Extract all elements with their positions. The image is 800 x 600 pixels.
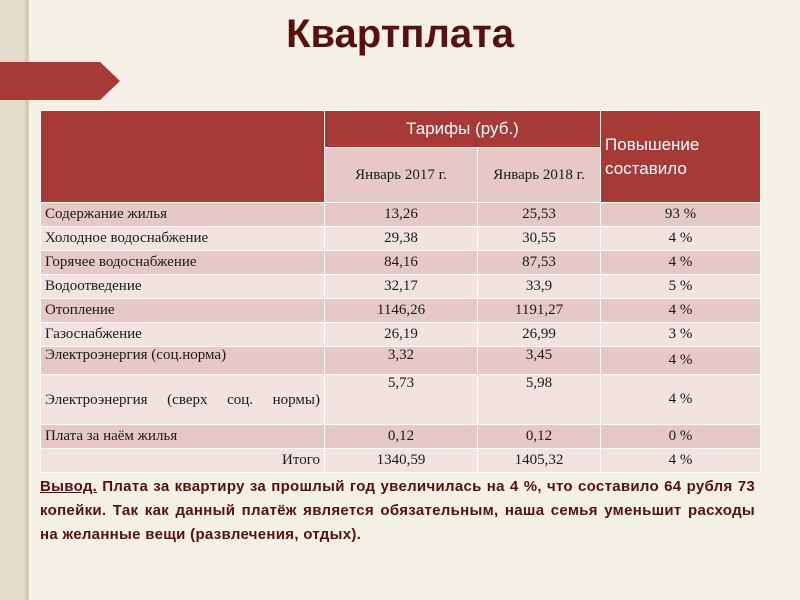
row-name: Содержание жилья [41,203,325,227]
row-2018: 33,9 [478,275,601,299]
row-2017: 0,12 [325,425,478,449]
decor-arrow-band [0,62,100,100]
row-2017: 5,73 [325,375,478,425]
row-2018: 25,53 [478,203,601,227]
header-blank-cell [41,111,325,203]
conclusion-lead: Вывод. [40,478,98,495]
total-2017: 1340,59 [325,449,478,473]
total-row [41,449,761,473]
row-name: Плата за наём жилья [41,425,325,449]
table-row [41,203,761,227]
table-row [41,299,761,323]
row-2017: 29,38 [325,227,478,251]
row-name: Газоснабжение [41,323,325,347]
row-increase: 0 % [601,425,761,449]
row-increase: 4 % [601,299,761,323]
header-increase: Повышение составило [601,111,761,203]
row-2018: 26,99 [478,323,601,347]
row-increase: 4 % [601,251,761,275]
header-tariffs: Тарифы (руб.) [325,111,601,148]
table-row [41,227,761,251]
tariffs-table [40,110,761,473]
table-row [41,251,761,275]
table-row [41,425,761,449]
decor-arrow-tip [100,62,120,100]
row-name: Горячее водоснабжение [41,251,325,275]
row-2017: 84,16 [325,251,478,275]
subheader-jan-2018: Январь 2018 г. [478,148,601,203]
row-increase: 4 % [601,375,761,425]
conclusion-body: Плата за квартиру за прошлый год увеличилась на 4 %, что составило 64 рубля 73 копейки. Так как данный платёж является обязательным, наша семья уменьшит расходы на желанные вещи (развлечения, отдых). [40,478,755,543]
table-row [41,347,761,375]
row-name: Водоотведение [41,275,325,299]
row-2017: 1146,26 [325,299,478,323]
row-2018: 5,98 [478,375,601,425]
table-row [41,375,761,425]
row-2017: 3,32 [325,347,478,375]
conclusion-text [40,475,755,547]
row-name: Холодное водоснабжение [41,227,325,251]
row-name: Электроэнергия (сверх соц. нормы) [41,375,325,425]
table-row [41,323,761,347]
row-2018: 0,12 [478,425,601,449]
total-2018: 1405,32 [478,449,601,473]
row-increase: 93 % [601,203,761,227]
row-2017: 32,17 [325,275,478,299]
row-2018: 87,53 [478,251,601,275]
row-2017: 13,26 [325,203,478,227]
table-row [41,275,761,299]
row-increase: 4 % [601,347,761,375]
row-2018: 30,55 [478,227,601,251]
row-2017: 26,19 [325,323,478,347]
row-increase: 5 % [601,275,761,299]
row-name: Электроэнергия (соц.норма) [41,347,325,375]
row-name: Отопление [41,299,325,323]
slide-title: Квартплата [286,12,514,56]
total-increase: 4 % [601,449,761,473]
row-2018: 3,45 [478,347,601,375]
row-increase: 3 % [601,323,761,347]
row-2018: 1191,27 [478,299,601,323]
row-increase: 4 % [601,227,761,251]
subheader-jan-2017: Январь 2017 г. [325,148,478,203]
total-label: Итого [41,449,325,473]
header-row [41,111,761,148]
